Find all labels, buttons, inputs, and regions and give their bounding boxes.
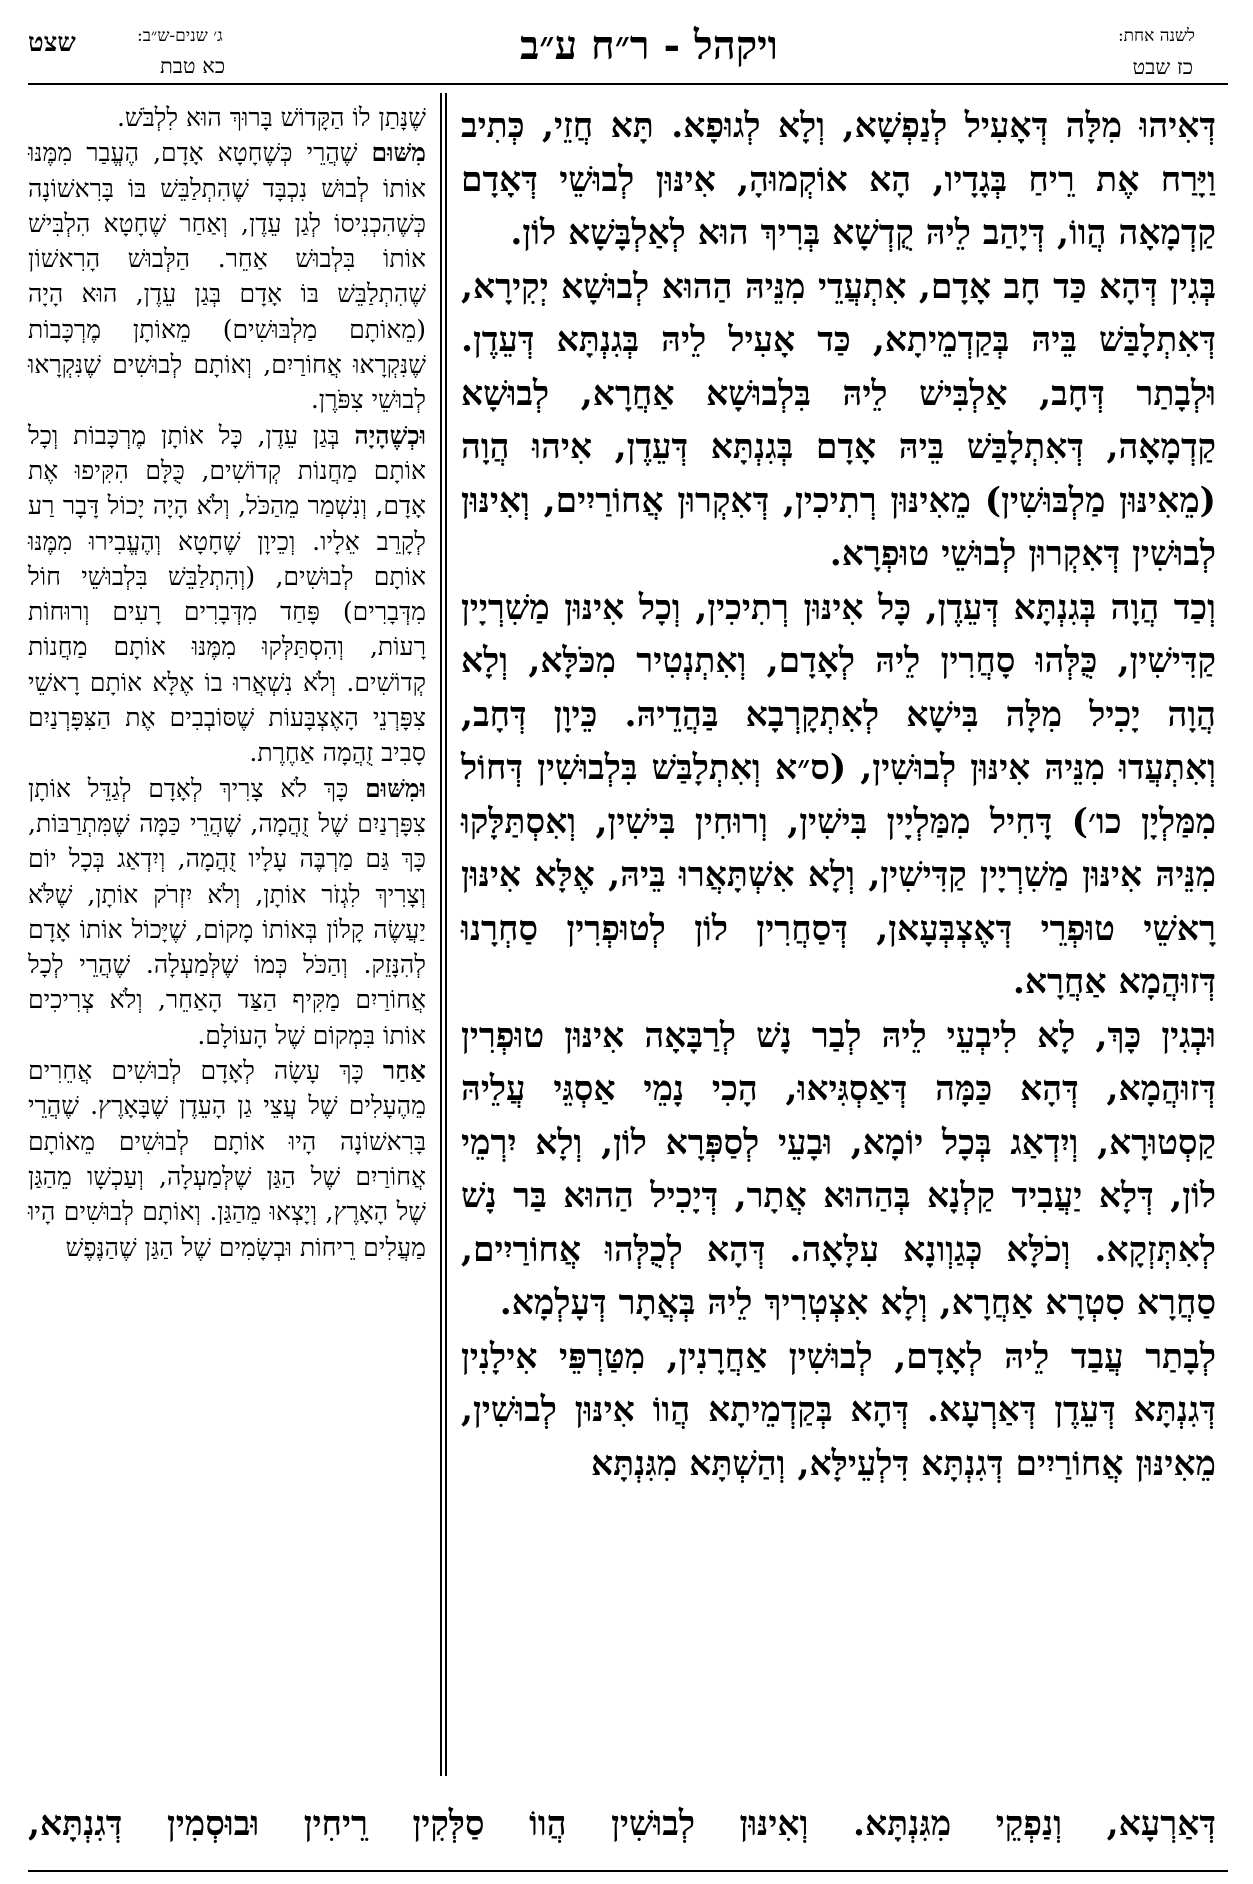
header-cycle-one-year: לשנה אחת: — [1117, 26, 1195, 46]
translation-paragraph — [28, 1053, 426, 1265]
page-number: שצט — [28, 28, 76, 58]
main-paragraph: בְּגִין דְּהָא כַּד חָב אָדָם, אִתְעֲדֵי מִנֵּיהּ הַהוּא לְבוּשָׁא יְקִירָא, דְּאִתְלָבַּשׁ בֵּיהּ בְּקַדְמֵיתָא, כַּד אָעִיל לֵיהּ בְּגִנְתָּא דְּעֵדֶן. וּלְבָתַר דְּחָב, אַלְבִּישׁ לֵיהּ בִּלְבוּשָׁא אַחֲרָא, לְבוּשָׁא קַדְמָאָה, דְּאִתְלָבַּשׁ בֵּיהּ אָדָם בְּגִנְתָּא דְּעֵדֶן, אִיהוּ הֲוָה (מֵאִינּוּן מַלְבּוּשִׁין) מֵאִינּוּן רְתִיכִין, דְּאִקְרוּן אֲחוֹרַיִים, וְאִינּוּן לְבוּשִׁין דְּאִקְרוּן לְבוּשֵׁי טוּפְרָא. — [461, 266, 1216, 574]
main-text-continuation-line: דְּאַרְעָא, וְנַפְקֵי מִגִּנְתָּא. וְאִינּוּן לְבוּשִׁין הֲווֹ סַלְּקִין רֵיחִין וּבוּסְמִין דְּגִנְתָּא, — [28, 1804, 1216, 1844]
translation-paragraph — [28, 418, 426, 771]
translation-paragraph — [28, 100, 426, 135]
zohar-main-text — [461, 100, 1216, 1491]
paragraph-lead-word: אַחַר — [382, 1056, 426, 1086]
main-paragraph: וּבְגִין כָּךְ, לָא לִיבְעֵי לֵיהּ לְבַר נָשׁ לְרַבָּאָה אִינּוּן טוּפְרִין דְּזוּהֲמָא, דְּהָא כַּמָּה דְּאַסְגִּיאוּ, הָכִי נָמֵי אַסְגֵּי עֲלֵיהּ קַסְטוּרָא, וְיִדְאַג בְּכָל יוֹמָא, וּבָעֵי לְסַפְּרָא לוֹן, וְלָא יִרְמֵי לוֹן, דְּלָא יַעֲבִיד קַלְנָא בְּהַהוּא אֲתָר, דְּיָכִיל הַהוּא בַּר נָשׁ לְאִתְּזְקָא. וְכֹלָּא כְּגַוְונָא עִלָּאָה. דְּהָא לְכֻלְּהוּ אֲחוֹרַיִים, סַחֲרָא סִטְרָא אַחֲרָא, וְלָא אִצְטְרִיךְ לֵיהּ בְּאֲתָר דְּעָלְמָא. — [461, 1015, 1216, 1323]
header-date-one-year: כז שבט — [1132, 55, 1193, 79]
header-divider — [28, 83, 1228, 85]
paragraph-text: כָּךְ לֹא צָרִיךְ לְאָדָם לְגַדֵּל אוֹתָן צִפָּרְנַיִם שֶׁל זֻהֲמָה, שֶׁהֲרֵי כַּמָּה שֶׁמִּתְרַבּוֹת, כָּךְ גַּם מַרְבֶּה עָלָיו זֻהֲמָה, וְיִדְאַג בְּכָל יוֹם וְצָרִיךְ לִגְזֹר אוֹתָן, וְלֹא יִזְרֹק אוֹתָן, שֶׁלֹּא יַעֲשֶׂה קָלוֹן בְּאוֹתוֹ מָקוֹם, שֶׁיָּכוֹל אוֹתוֹ אָדָם לְהִנָּזֵק. וְהַכֹּל כְּמוֹ שֶׁלְּמַעְלָה. שֶׁהֲרֵי לְכָל אֲחוֹרַיִם מַקִּיף הַצַּד הָאַחֵר, וְלֹא צְרִיכִים אוֹתוֹ בִּמְקוֹם שֶׁל הָעוֹלָם. — [28, 773, 426, 1050]
column-divider — [440, 93, 442, 1776]
column-divider — [445, 93, 447, 1776]
main-paragraph: לְבָתַר עֲבַד לֵיהּ לְאָדָם, לְבוּשִׁין אַחֲרָנִין, מִטַּרְפֵּי אִילָנִין דְּגִנְתָּא דְּעֵדֶן דְּאַרְעָא. דְּהָא בְּקַדְמֵיתָא הֲווֹ אִינּוּן לְבוּשִׁין, מֵאִינּוּן אֲחוֹרַיִים דְּגִנְתָּא דִּלְעֵילָּא, וְהַשְׁתָּא מִגִּנְתָּא — [461, 1336, 1217, 1484]
main-paragraph: וְכַד הֲוָה בְּגִנְתָּא דְּעֵדֶן, כָּל אִינּוּן רְתִיכִין, וְכָל אִינּוּן מַשִׁרְיָין קַדִּישִׁין, כֻּלְּהוּ סָחֲרִין לֵיהּ לְאָדָם, וְאִתְנְטִיר מִכֹּלָּא, וְלָא הֲוָה יָכִיל מִלָּה בִּישָׁא לְאִתְקָרְבָא בַּהֲדֵיהּ. כֵּיוָן דְּחָב, וְאִתְעֲדוּ מִנֵּיהּ אִינּוּן לְבוּשִׁין, (ס״א וְאִתְלָבַּשׁ בִּלְבוּשִׁין דְּחוֹל מִמַּלְיָן כו׳) דָּחִיל מִמַּלְיָין בִּישִׁין, וְרוּחִין בִּישִׁין, וְאִסְתַּלָּקוּ מִנֵּיהּ אִינּוּן מַשִׁרְיָין קַדִּישִׁין, וְלָא אִשְׁתָּאֲרוּ בֵּיהּ, אֶלָּא אִינּוּן רָאשֵׁי טוּפְרֵי דְּאֶצְבְּעָאן, דְּסַחֲרִין לוֹן לְטוּפְרִין סַחְרָנוּ דְּזוּהֲמָא אַחֲרָא. — [461, 587, 1216, 1002]
header-cycle-three-years: ג׳ שנים-ש״ב: — [137, 26, 223, 46]
paragraph-text: שֶׁנָּתַן לוֹ הַקָּדוֹשׁ בָּרוּךְ הוּא לִלְבֹּשׁ. — [116, 103, 426, 132]
main-paragraph: דְּאִיהוּ מִלָּה דְּאָעִיל לְנַפְשָׁא, וְלָא לְגוּפָא. תָּא חֲזֵי, כְּתִיב וַיָּרַח אֶת רֵיחַ בְּגָדָיו, הָא אוֹקְמוּהָ, אִינּוּן לְבוּשֵׁי דְּאָדָם קַדְמָאָה הֲווֹ, דְּיָהַב לֵיהּ קֻדְשָׁא בְּרִיךְ הוּא לְאַלְבָּשָׁא לוֹן. — [461, 106, 1216, 253]
header-date-three-years: כא טבת — [160, 54, 226, 78]
paragraph-text: שֶׁהֲרֵי כְּשֶׁחָטָא אָדָם, הֶעֱבַר מִמֶּנּוּ אוֹתוֹ לְבוּשׁ נִכְבָּד שֶׁהִתְלַבֵּשׁ בּוֹ בָּרִאשׁוֹנָה כְּשֶׁהִכְנִיסוֹ לְגַן עֵדֶן, וְאַחַר שֶׁחָטָא הִלְבִּישׁ אוֹתוֹ בִּלְבוּשׁ אַחֵר. הַלְּבוּשׁ הָרִאשׁוֹן שֶׁהִתְלַבֵּשׁ בּוֹ אָדָם בְּגַן עֵדֶן, הוּא הָיָה (מֵאוֹתָם מַלְבּוּשִׁים) מֵאוֹתָן מֶרְכָּבוֹת שֶׁנִּקְרָאוּ אֲחוֹרַיִם, וְאוֹתָם לְבוּשִׁים שֶׁנִּקְרָאוּ לְבוּשֵׁי צִפֹּרֶן. — [28, 138, 426, 415]
paragraph-text: בְּגַן עֵדֶן, כָּל אוֹתָן מֶרְכָּבוֹת וְכָל אוֹתָם מַחֲנוֹת קְדוֹשִׁים, כֻּלָּם הִקִּיפוּ אֶת אָדָם, וְנִשְׁמַר מֵהַכֹּל, וְלֹא הָיָה יָכוֹל דָּבָר רַע לְקָרֵב אֵלָיו. וְכֵיוָן שֶׁחָטָא וְהֶעֱבִירוּ מִמֶּנּוּ אוֹתָם לְבוּשִׁים, (וְהִתְלַבֵּשׁ בִּלְבוּשֵׁי חוֹל מִדְּבָרִים) פָּחַד מִדְּבָרִים רָעִים וְרוּחוֹת רָעוֹת, וְהִסְתַּלְּקוּ מִמֶּנּוּ אוֹתָם מַחֲנוֹת קְדוֹשִׁים. וְלֹא נִשְׁאֲרוּ בוֹ אֶלָּא אוֹתָם רָאשֵׁי צִפָּרְנֵי הָאֶצְבָּעוֹת שֶׁסּוֹבְבִים אֶת הַצִּפָּרְנַיִם סָבִיב זֻהֲמָה אַחֶרֶת. — [28, 420, 426, 768]
paragraph-lead-word: וּמִשּׁוּם — [365, 773, 426, 803]
translation-paragraph — [28, 771, 426, 1053]
page-title: ויקהל - ר״ח ע״ב — [520, 22, 778, 69]
translation-paragraph — [28, 135, 426, 417]
paragraph-lead-word: מִשּׁוּם — [371, 138, 426, 168]
translation-column — [28, 100, 426, 1265]
paragraph-text: כָּךְ עָשָׂה לְאָדָם לְבוּשִׁים אֲחֵרִים מֵהֶעָלִים שֶׁל עֲצֵי גַן הָעֵדֶן שֶׁבָּאָרֶץ. שֶׁהֲרֵי בָּרִאשׁוֹנָה הָיוּ אוֹתָם לְבוּשִׁים מֵאוֹתָם אֲחוֹרַיִם שֶׁל הַגַּן שֶׁלְּמַעְלָה, וְעַכְשָׁו מֵהַגַּן שֶׁל הָאָרֶץ, וְיָצְאוּ מֵהַגַּן. וְאוֹתָם לְבוּשִׁים הָיוּ מַעֲלִים רֵיחוֹת וּבְשָׂמִים שֶׁל הַגַּן שֶׁהַנֶּפֶשׁ — [28, 1056, 426, 1262]
footer-divider — [28, 1870, 1228, 1872]
paragraph-lead-word: וּכְשֶׁהָיָה — [354, 420, 426, 450]
